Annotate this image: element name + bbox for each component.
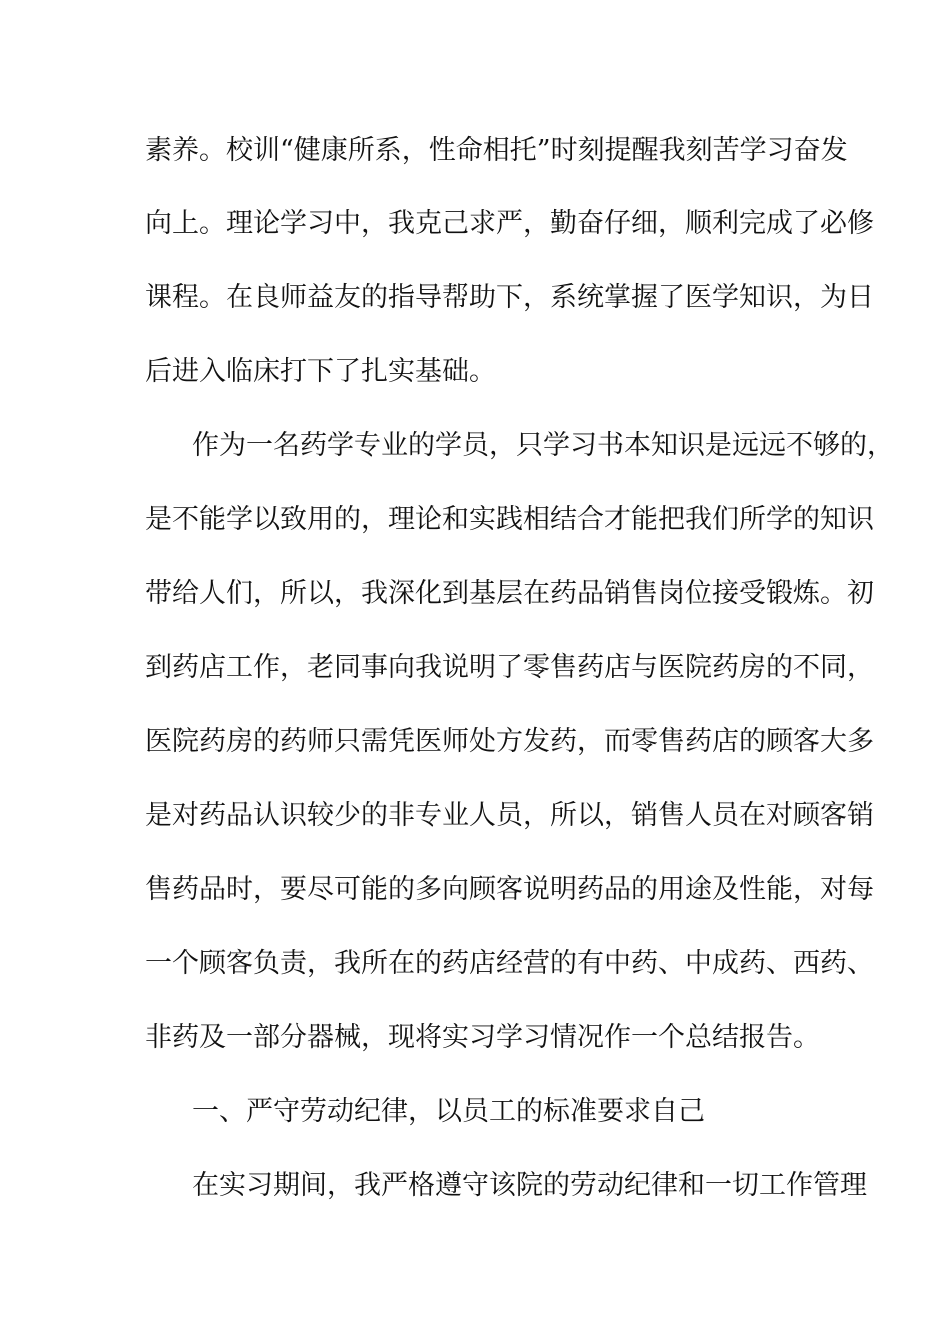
- text-line: 课程。在良师益友的指导帮助下，系统掌握了医学知识，为日: [145, 282, 874, 313]
- text-line: 后进入临床打下了扎实基础。: [145, 356, 496, 387]
- text-line: 向上。理论学习中，我克己求严，勤奋仔细，顺利完成了必修: [145, 208, 874, 239]
- text-line: 到药店工作，老同事向我说明了零售药店与医院药房的不同，: [145, 652, 874, 683]
- text-line: 一个顾客负责，我所在的药店经营的有中药、中成药、西药、: [145, 948, 874, 979]
- text-line: 素养。校训“健康所系，性命相托”时刻提醒我刻苦学习奋发: [145, 135, 848, 166]
- text-line: 带给人们，所以，我深化到基层在药品销售岗位接受锻炼。初: [145, 578, 874, 609]
- paragraph-first-line: 作为一名药学专业的学员，只学习书本知识是远远不够的，: [192, 430, 894, 461]
- text-line: 售药品时，要尽可能的多向顾客说明药品的用途及性能，对每: [145, 874, 874, 905]
- paragraph-first-line: 在实习期间，我严格遵守该院的劳动纪律和一切工作管理: [192, 1170, 867, 1201]
- text-line: 是不能学以致用的，理论和实践相结合才能把我们所学的知识: [145, 504, 874, 535]
- text-line: 是对药品认识较少的非专业人员，所以，销售人员在对顾客销: [145, 800, 874, 831]
- text-line: 非药及一部分器械，现将实习学习情况作一个总结报告。: [145, 1022, 820, 1053]
- section-heading: 一、严守劳动纪律，以员工的标准要求自己: [192, 1096, 705, 1127]
- text-line: 医院药房的药师只需凭医师处方发药，而零售药店的顾客大多: [145, 726, 874, 757]
